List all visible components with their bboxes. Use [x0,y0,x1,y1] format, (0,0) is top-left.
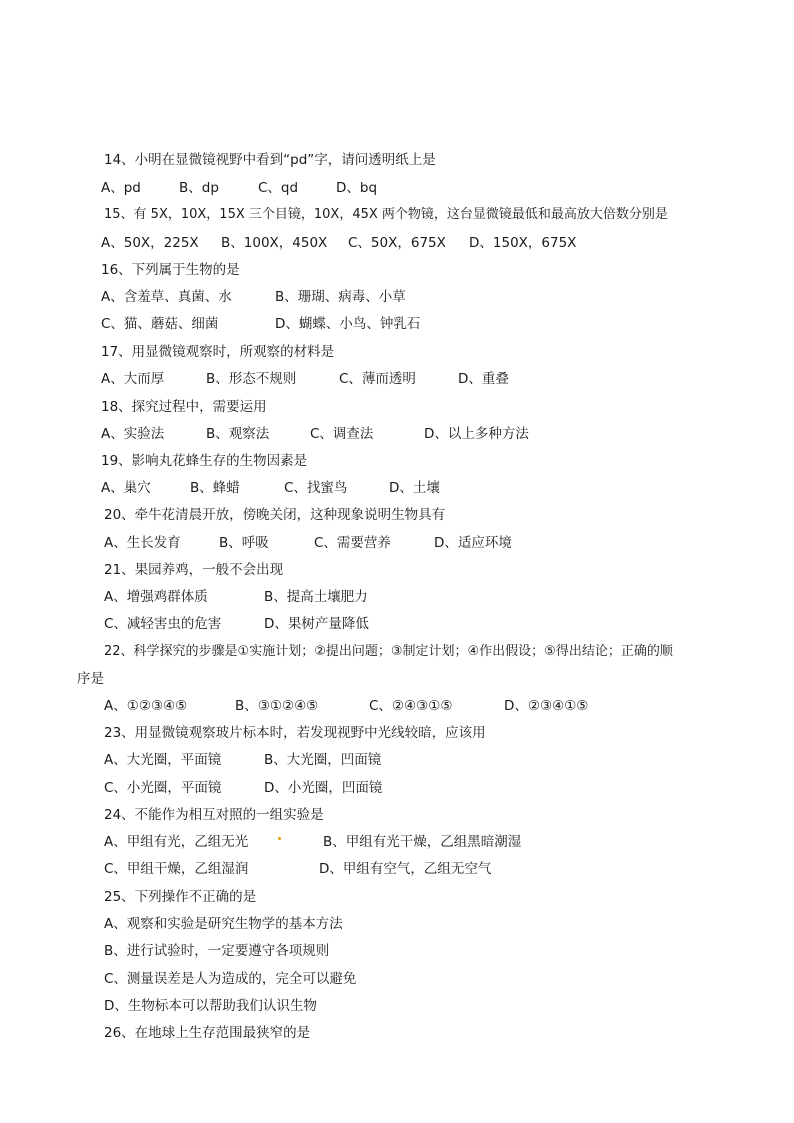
option-c: C、50X，675X [348,235,446,251]
stray-mark [278,837,281,840]
option-a: A、大光圈，平面镜 [104,752,222,768]
option-b: B、③①②④⑤ [235,698,319,714]
question-23-stem: 23、用显微镜观察玻片标本时，若发现视野中光线较暗，应该用 [104,725,486,741]
option-b: B、大光圈，凹面镜 [264,752,382,768]
option-d: D、甲组有空气，乙组无空气 [319,861,492,877]
option-c: C、调查法 [310,426,374,442]
option-a: A、增强鸡群体质 [104,589,208,605]
option-a: A、甲组有光，乙组无光 [104,834,249,850]
option-b: B、提高土壤肥力 [264,589,368,605]
option-a: A、大而厚 [101,371,165,387]
option-d: D、重叠 [458,371,509,387]
question-25-stem: 25、下列操作不正确的是 [104,889,257,905]
question-16-stem: 16、下列属于生物的是 [101,262,240,278]
option-c: C、减轻害虫的危害 [104,616,222,632]
option-d: D、bq [336,180,378,196]
option-a: A、含羞草、真菌、水 [101,289,232,305]
option-b: B、珊瑚、病毒、小草 [275,289,406,305]
question-22-stem: 22、科学探究的步骤是①实施计划；②提出问题；③制定计划；④作出假设；⑤得出结论；正确的顺 [104,644,673,659]
option-d: D、以上多种方法 [424,426,529,442]
option-d: D、生物标本可以帮助我们认识生物 [104,998,317,1014]
option-b: B、蜂蜡 [190,480,240,496]
option-b: B、进行试验时，一定要遵守各项规则 [104,943,330,959]
option-d: D、②③④①⑤ [504,698,589,714]
option-d: D、土壤 [389,480,440,496]
option-b: B、观察法 [206,426,270,442]
question-26-stem: 26、在地球上生存范围最狭窄的是 [104,1025,311,1041]
option-a: A、生长发育 [104,535,181,551]
question-14-stem: 14、小明在显微镜视野中看到“pd”字，请问透明纸上是 [104,152,436,168]
option-c: C、找蜜鸟 [284,480,348,496]
question-22-stem-continued: 序是 [77,671,104,687]
option-a: A、①②③④⑤ [104,698,188,714]
option-c: C、测量误差是人为造成的，完全可以避免 [104,971,357,987]
option-c: C、猫、蘑菇、细菌 [101,316,219,332]
option-d: D、果树产量降低 [264,616,369,632]
option-c: C、qd [258,180,299,196]
option-b: B、甲组有光干燥，乙组黑暗潮湿 [323,834,522,850]
question-15-stem: 15、有 5X，10X，15X 三个目镜，10X，45X 两个物镜，这台显微镜最低和最高放大倍数分别是 [104,207,668,222]
question-21-stem: 21、果园养鸡，一般不会出现 [104,562,284,578]
option-b: B、100X，450X [221,235,328,251]
option-d: D、适应环境 [434,535,512,551]
option-a: A、巢穴 [101,480,151,496]
option-c: C、小光圈，平面镜 [104,780,222,796]
option-a: A、pd [101,180,141,196]
option-a: A、50X，225X [101,235,199,251]
option-c: C、甲组干燥，乙组湿润 [104,861,249,877]
option-b: B、呼吸 [219,535,269,551]
option-b: B、形态不规则 [206,371,297,387]
question-17-stem: 17、用显微镜观察时，所观察的材料是 [101,344,335,360]
option-c: C、②④③①⑤ [369,698,453,714]
option-d: D、蝴蝶、小鸟、钟乳石 [275,316,421,332]
question-20-stem: 20、牵牛花清晨开放，傍晚关闭，这种现象说明生物具有 [104,507,446,523]
question-18-stem: 18、探究过程中，需要运用 [101,399,267,415]
option-d: D、150X，675X [469,235,577,251]
option-c: C、需要营养 [314,535,391,551]
question-24-stem: 24、不能作为相互对照的一组实验是 [104,807,324,823]
question-19-stem: 19、影响丸花蜂生存的生物因素是 [101,453,308,469]
option-d: D、小光圈，凹面镜 [264,780,383,796]
option-a: A、观察和实验是研究生物学的基本方法 [104,916,343,932]
option-c: C、薄而透明 [339,371,416,387]
option-a: A、实验法 [101,426,165,442]
option-b: B、dp [179,180,219,196]
